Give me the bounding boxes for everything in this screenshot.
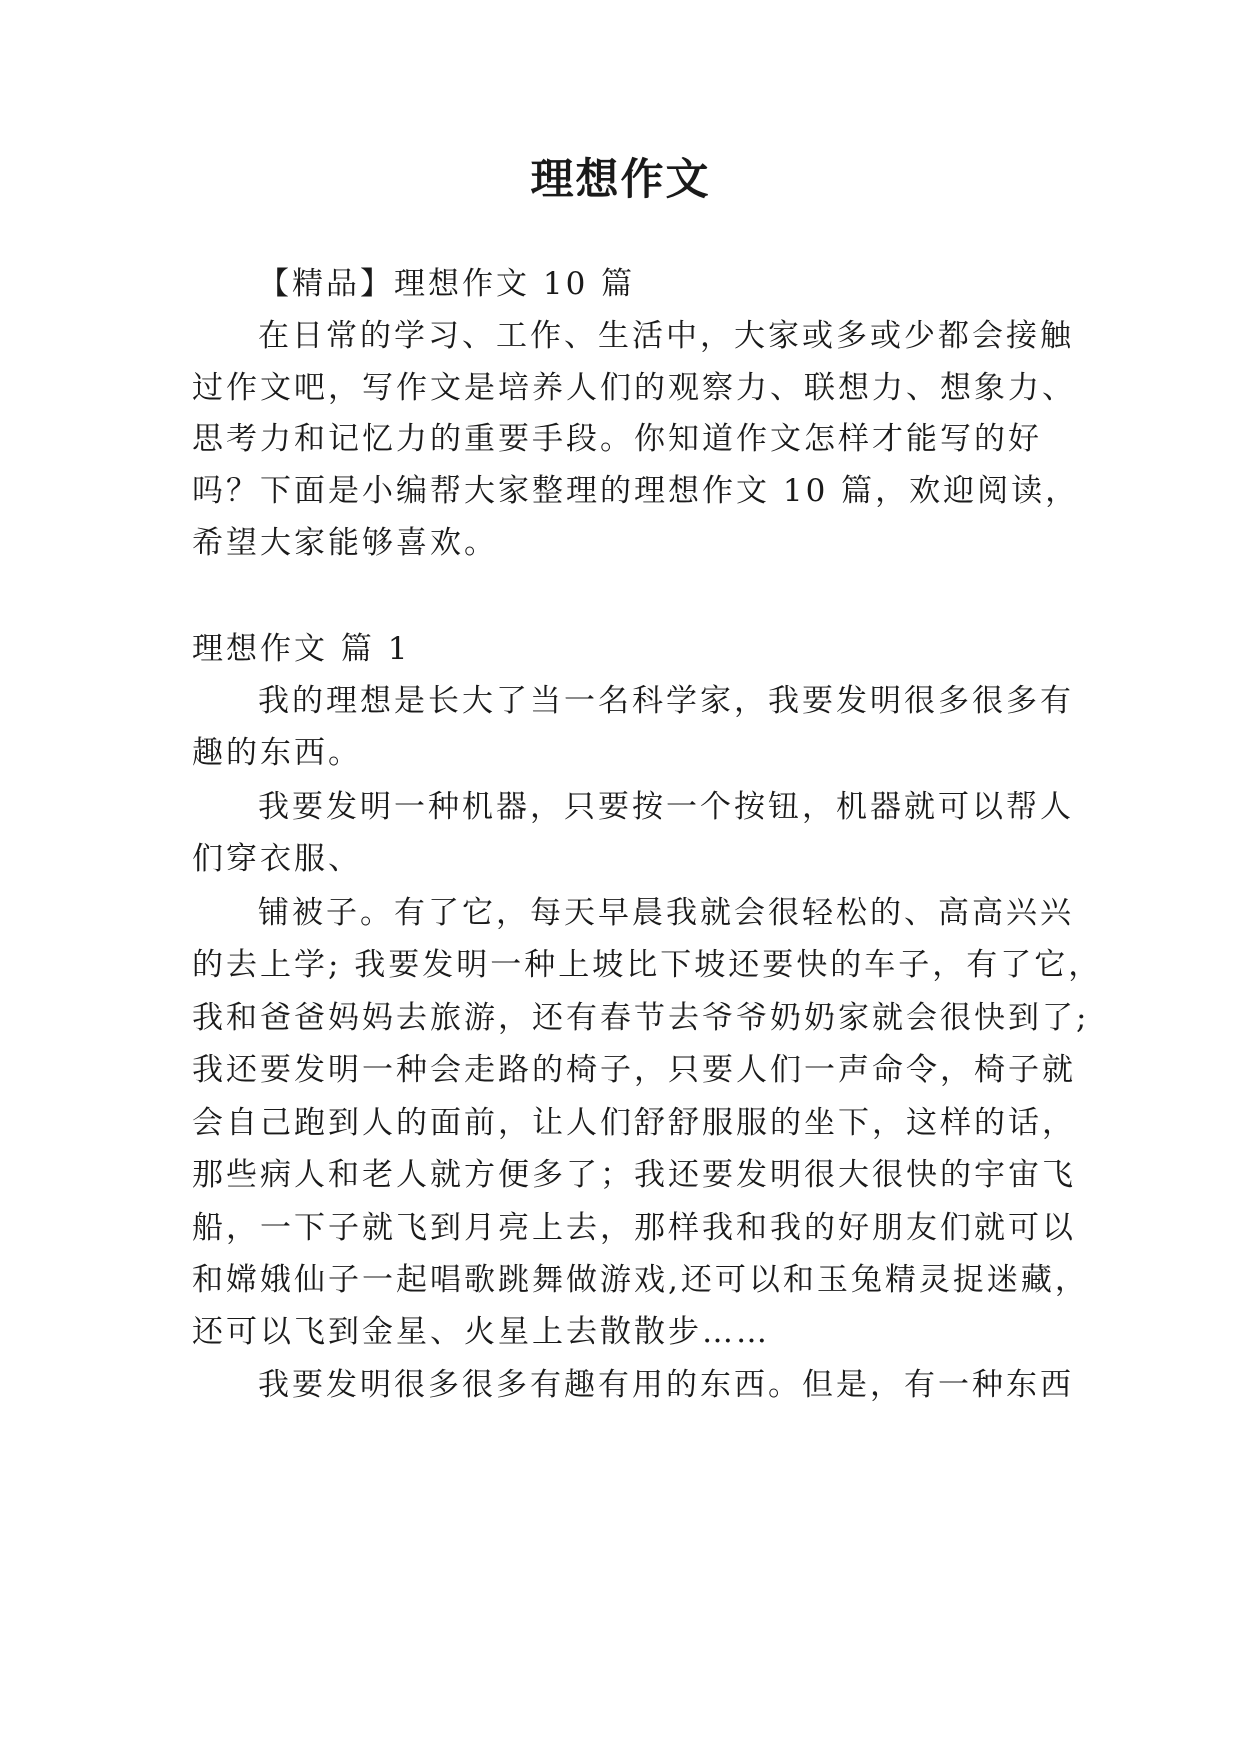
subtitle-line: 【精品】理想作文 10 篇 xyxy=(258,266,636,302)
body-line-8: 我还要发明一种会走路的椅子，只要人们一声命令，椅子就 xyxy=(192,1052,1076,1088)
body-line-14: 我要发明很多很多有趣有用的东西。但是，有一种东西 xyxy=(258,1367,1074,1403)
intro-line-1: 在日常的学习、工作、生活中，大家或多或少都会接触 xyxy=(258,318,1074,354)
body-line-10: 那些病人和老人就方便多了；我还要发明很大很快的宇宙飞 xyxy=(192,1157,1076,1193)
body-line-4: 们穿衣服、 xyxy=(192,841,362,877)
body-line-1: 我的理想是长大了当一名科学家，我要发明很多很多有 xyxy=(258,683,1074,719)
intro-line-5: 希望大家能够喜欢。 xyxy=(192,525,498,561)
body-line-3: 我要发明一种机器，只要按一个按钮，机器就可以帮人 xyxy=(258,789,1074,825)
body-line-12: 和嫦娥仙子一起唱歌跳舞做游戏,还可以和玉兔精灵捉迷藏， xyxy=(192,1262,1089,1298)
intro-line-4: 吗？下面是小编帮大家整理的理想作文 10 篇，欢迎阅读， xyxy=(192,473,1080,509)
body-line-5: 铺被子。有了它，每天早晨我就会很轻松的、高高兴兴 xyxy=(258,895,1074,931)
body-line-9: 会自己跑到人的面前，让人们舒舒服服的坐下，这样的话， xyxy=(192,1105,1076,1141)
body-line-6: 的去上学; 我要发明一种上坡比下坡还要快的车子，有了它， xyxy=(192,947,1103,983)
body-line-2: 趣的东西。 xyxy=(192,735,362,771)
body-line-11: 船，一下子就飞到月亮上去，那样我和我的好朋友们就可以 xyxy=(192,1210,1076,1246)
section-heading: 理想作文 篇 1 xyxy=(192,631,411,667)
intro-line-2: 过作文吧，写作文是培养人们的观察力、联想力、想象力、 xyxy=(192,370,1076,406)
document-title: 理想作文 xyxy=(530,155,711,205)
body-line-7: 我和爸爸妈妈去旅游，还有春节去爷爷奶奶家就会很快到了; xyxy=(192,1000,1090,1036)
intro-line-3: 思考力和记忆力的重要手段。你知道作文怎样才能写的好 xyxy=(192,421,1042,457)
body-line-13: 还可以飞到金星、火星上去散散步…… xyxy=(192,1314,770,1350)
